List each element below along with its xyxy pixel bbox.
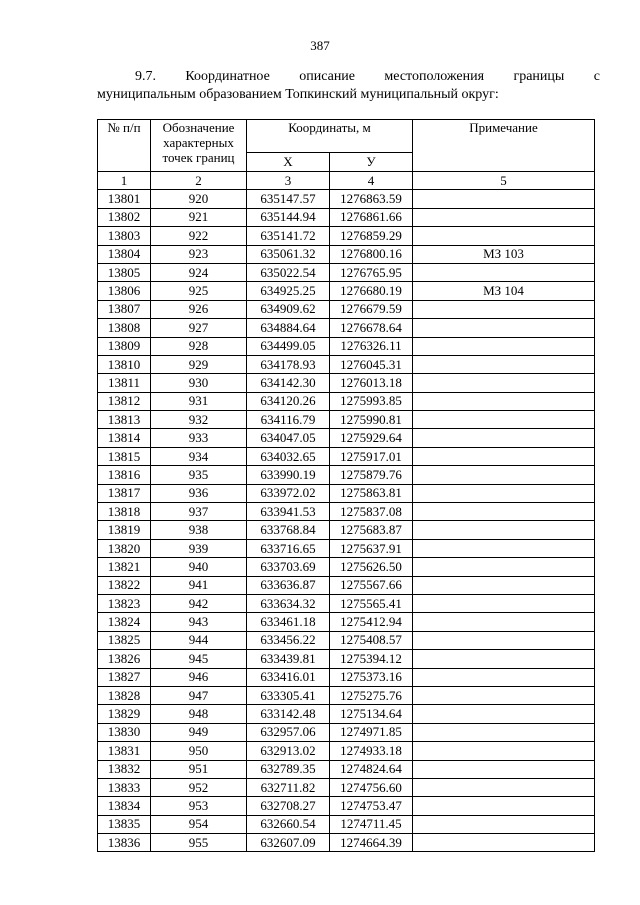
heading-line-2: муниципальным образованием Топкинский муниципальный округ: (97, 87, 499, 102)
point-number: 13813 (98, 411, 151, 429)
note (413, 760, 595, 778)
coord-y: 1276679.59 (330, 300, 413, 318)
header-coordinates: Координаты, м (247, 120, 413, 153)
coord-x: 633716.65 (247, 539, 330, 557)
table-row (98, 539, 595, 557)
coord-y: 1274756.60 (330, 778, 413, 796)
table-row (98, 319, 595, 337)
header-num: № п/п (98, 120, 151, 172)
heading-word: с (593, 69, 600, 84)
point-number: 13821 (98, 558, 151, 576)
coord-y: 1276765.95 (330, 263, 413, 281)
note (413, 484, 595, 502)
note (413, 190, 595, 208)
table-row (98, 686, 595, 704)
coord-x: 635147.57 (247, 190, 330, 208)
coord-x: 633972.02 (247, 484, 330, 502)
note (413, 447, 595, 465)
note (413, 429, 595, 447)
note (413, 723, 595, 741)
point-designation: 950 (151, 742, 247, 760)
coord-x: 632711.82 (247, 778, 330, 796)
coord-x: 634925.25 (247, 282, 330, 300)
point-designation: 952 (151, 778, 247, 796)
coord-x: 633941.53 (247, 503, 330, 521)
coord-y: 1276045.31 (330, 355, 413, 373)
point-number: 13824 (98, 613, 151, 631)
coord-x: 633142.48 (247, 705, 330, 723)
note (413, 263, 595, 281)
header-designation: Обозначение характерных точек границ (151, 120, 247, 172)
note (413, 319, 595, 337)
point-designation: 943 (151, 613, 247, 631)
coord-x: 633456.22 (247, 631, 330, 649)
note (413, 521, 595, 539)
coord-x: 635141.72 (247, 227, 330, 245)
table-row (98, 797, 595, 815)
point-number: 13829 (98, 705, 151, 723)
note (413, 374, 595, 392)
coord-y: 1275275.76 (330, 686, 413, 704)
point-number: 13818 (98, 503, 151, 521)
point-number: 13822 (98, 576, 151, 594)
point-number: 13816 (98, 466, 151, 484)
coord-y: 1275626.50 (330, 558, 413, 576)
coord-x: 632660.54 (247, 815, 330, 833)
point-designation: 954 (151, 815, 247, 833)
point-number: 13814 (98, 429, 151, 447)
table-row (98, 778, 595, 796)
point-number: 13834 (98, 797, 151, 815)
coord-y: 1276859.29 (330, 227, 413, 245)
note: МЗ 104 (413, 282, 595, 300)
point-number: 13835 (98, 815, 151, 833)
point-designation: 933 (151, 429, 247, 447)
point-number: 13831 (98, 742, 151, 760)
coord-y: 1276800.16 (330, 245, 413, 263)
table-row (98, 742, 595, 760)
coord-y: 1274711.45 (330, 815, 413, 833)
point-designation: 938 (151, 521, 247, 539)
coord-y: 1275637.91 (330, 539, 413, 557)
coord-y: 1275879.76 (330, 466, 413, 484)
coord-y: 1275990.81 (330, 411, 413, 429)
point-number: 13808 (98, 319, 151, 337)
table-row (98, 705, 595, 723)
header-x: X (247, 153, 330, 172)
coord-y: 1275929.64 (330, 429, 413, 447)
column-number-row (98, 172, 595, 190)
coord-y: 1275863.81 (330, 484, 413, 502)
coord-y: 1274971.85 (330, 723, 413, 741)
header-y: У (330, 153, 413, 172)
coord-y: 1275134.64 (330, 705, 413, 723)
coord-x: 633703.69 (247, 558, 330, 576)
point-designation: 940 (151, 558, 247, 576)
coord-y: 1276863.59 (330, 190, 413, 208)
point-number: 13827 (98, 668, 151, 686)
table-row (98, 484, 595, 502)
point-designation: 924 (151, 263, 247, 281)
point-designation: 947 (151, 686, 247, 704)
note (413, 834, 595, 852)
column-number: 5 (413, 172, 595, 190)
coord-y: 1275565.41 (330, 594, 413, 612)
coord-y: 1276326.11 (330, 337, 413, 355)
coord-x: 635144.94 (247, 208, 330, 226)
table-row (98, 300, 595, 318)
table-row (98, 429, 595, 447)
table-row (98, 227, 595, 245)
coord-x: 634142.30 (247, 374, 330, 392)
heading-word: местоположения (384, 69, 485, 84)
coord-x: 633416.01 (247, 668, 330, 686)
table-row (98, 263, 595, 281)
point-designation: 921 (151, 208, 247, 226)
note (413, 227, 595, 245)
point-designation: 949 (151, 723, 247, 741)
coord-y: 1274753.47 (330, 797, 413, 815)
note (413, 686, 595, 704)
point-number: 13806 (98, 282, 151, 300)
table-row (98, 190, 595, 208)
point-designation: 955 (151, 834, 247, 852)
point-designation: 926 (151, 300, 247, 318)
table-row (98, 760, 595, 778)
column-number: 3 (247, 172, 330, 190)
note: МЗ 103 (413, 245, 595, 263)
table-row (98, 631, 595, 649)
table-row (98, 576, 595, 594)
point-number: 13804 (98, 245, 151, 263)
column-number: 4 (330, 172, 413, 190)
note (413, 594, 595, 612)
page-number: 387 (310, 38, 330, 53)
note (413, 355, 595, 373)
note (413, 815, 595, 833)
point-number: 13803 (98, 227, 151, 245)
table-row (98, 245, 595, 263)
coord-y: 1275837.08 (330, 503, 413, 521)
coord-x: 634909.62 (247, 300, 330, 318)
point-designation: 922 (151, 227, 247, 245)
point-number: 13810 (98, 355, 151, 373)
note (413, 337, 595, 355)
coord-y: 1275412.94 (330, 613, 413, 631)
coord-x: 635022.54 (247, 263, 330, 281)
coord-x: 632789.35 (247, 760, 330, 778)
point-number: 13828 (98, 686, 151, 704)
coord-x: 632708.27 (247, 797, 330, 815)
note (413, 392, 595, 410)
point-designation: 945 (151, 650, 247, 668)
point-number: 13812 (98, 392, 151, 410)
note (413, 576, 595, 594)
note (413, 650, 595, 668)
section-heading (97, 68, 600, 104)
table-row (98, 723, 595, 741)
point-designation: 927 (151, 319, 247, 337)
coord-y: 1275993.85 (330, 392, 413, 410)
point-number: 13825 (98, 631, 151, 649)
note (413, 300, 595, 318)
table-row (98, 668, 595, 686)
point-number: 13807 (98, 300, 151, 318)
table-row (98, 411, 595, 429)
note (413, 705, 595, 723)
coord-y: 1274664.39 (330, 834, 413, 852)
coord-y: 1276680.19 (330, 282, 413, 300)
coord-y: 1275917.01 (330, 447, 413, 465)
heading-word: описание (299, 69, 356, 84)
point-number: 13820 (98, 539, 151, 557)
table-row (98, 208, 595, 226)
point-number: 13815 (98, 447, 151, 465)
point-number: 13830 (98, 723, 151, 741)
point-designation: 953 (151, 797, 247, 815)
point-designation: 942 (151, 594, 247, 612)
column-number: 2 (151, 172, 247, 190)
table-row (98, 447, 595, 465)
point-number: 13836 (98, 834, 151, 852)
point-designation: 934 (151, 447, 247, 465)
coord-x: 634178.93 (247, 355, 330, 373)
coord-x: 633636.87 (247, 576, 330, 594)
coord-x: 633634.32 (247, 594, 330, 612)
point-number: 13823 (98, 594, 151, 612)
table-body (98, 190, 595, 852)
coord-x: 632913.02 (247, 742, 330, 760)
coord-y: 1275567.66 (330, 576, 413, 594)
point-designation: 944 (151, 631, 247, 649)
point-designation: 932 (151, 411, 247, 429)
coord-y: 1276678.64 (330, 319, 413, 337)
coord-x: 632607.09 (247, 834, 330, 852)
note (413, 411, 595, 429)
coord-y: 1274933.18 (330, 742, 413, 760)
column-number: 1 (98, 172, 151, 190)
note (413, 558, 595, 576)
point-designation: 951 (151, 760, 247, 778)
point-designation: 948 (151, 705, 247, 723)
coord-y: 1275408.57 (330, 631, 413, 649)
heading-word: 9.7. (135, 69, 156, 84)
table-row (98, 503, 595, 521)
point-designation: 939 (151, 539, 247, 557)
table-row (98, 558, 595, 576)
point-number: 13802 (98, 208, 151, 226)
point-number: 13801 (98, 190, 151, 208)
header-note: Примечание (413, 120, 595, 172)
coord-x: 634032.65 (247, 447, 330, 465)
coord-x: 634120.26 (247, 392, 330, 410)
note (413, 503, 595, 521)
table-row (98, 374, 595, 392)
point-designation: 928 (151, 337, 247, 355)
coord-x: 634116.79 (247, 411, 330, 429)
point-designation: 937 (151, 503, 247, 521)
table-row (98, 834, 595, 852)
note (413, 466, 595, 484)
table-row (98, 594, 595, 612)
point-designation: 929 (151, 355, 247, 373)
coord-y: 1274824.64 (330, 760, 413, 778)
note (413, 797, 595, 815)
point-designation: 941 (151, 576, 247, 594)
coord-x: 633990.19 (247, 466, 330, 484)
table-row (98, 337, 595, 355)
heading-line-1 (97, 68, 600, 86)
point-designation: 946 (151, 668, 247, 686)
point-designation: 936 (151, 484, 247, 502)
point-number: 13809 (98, 337, 151, 355)
table-row (98, 521, 595, 539)
point-number: 13817 (98, 484, 151, 502)
table-row (98, 650, 595, 668)
point-number: 13826 (98, 650, 151, 668)
coord-y: 1275373.16 (330, 668, 413, 686)
note (413, 778, 595, 796)
point-number: 13832 (98, 760, 151, 778)
note (413, 668, 595, 686)
table-row (98, 815, 595, 833)
coord-y: 1275683.87 (330, 521, 413, 539)
point-designation: 925 (151, 282, 247, 300)
coord-x: 634884.64 (247, 319, 330, 337)
note (413, 208, 595, 226)
coord-x: 634047.05 (247, 429, 330, 447)
coord-x: 633461.18 (247, 613, 330, 631)
coord-y: 1276013.18 (330, 374, 413, 392)
note (413, 631, 595, 649)
table-row (98, 466, 595, 484)
coordinates-table (97, 119, 595, 852)
point-number: 13833 (98, 778, 151, 796)
point-designation: 931 (151, 392, 247, 410)
point-number: 13805 (98, 263, 151, 281)
table-row (98, 392, 595, 410)
note (413, 742, 595, 760)
heading-word: Координатное (185, 69, 270, 84)
coord-y: 1276861.66 (330, 208, 413, 226)
point-number: 13811 (98, 374, 151, 392)
note (413, 539, 595, 557)
table-row (98, 613, 595, 631)
coord-x: 633768.84 (247, 521, 330, 539)
point-designation: 935 (151, 466, 247, 484)
point-designation: 930 (151, 374, 247, 392)
heading-word: границы (513, 69, 565, 84)
coord-y: 1275394.12 (330, 650, 413, 668)
note (413, 613, 595, 631)
point-designation: 920 (151, 190, 247, 208)
coord-x: 633439.81 (247, 650, 330, 668)
coord-x: 635061.32 (247, 245, 330, 263)
point-designation: 923 (151, 245, 247, 263)
table-row (98, 282, 595, 300)
coord-x: 634499.05 (247, 337, 330, 355)
coord-x: 632957.06 (247, 723, 330, 741)
table-row (98, 355, 595, 373)
point-number: 13819 (98, 521, 151, 539)
coord-x: 633305.41 (247, 686, 330, 704)
